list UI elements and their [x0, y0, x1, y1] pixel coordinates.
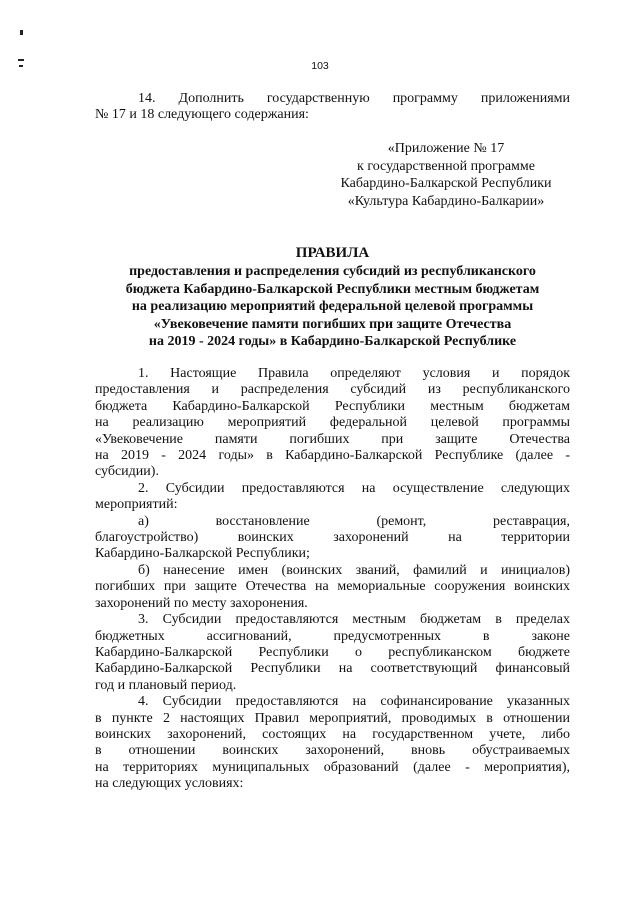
document-title — [95, 245, 570, 350]
text-line: бюджета Кабардино-Балкарской Республики местным бюджетам — [95, 398, 570, 414]
text-line: в отношении воинских захоронений, вновь обустраиваемых — [95, 743, 570, 759]
text-line: благоустройство) воинских захоронений на территории — [95, 530, 570, 546]
text-line: предоставления и распределения субсидий из республиканского — [95, 382, 570, 398]
text-line: а) восстановление (ремонт, реставрация, — [138, 513, 570, 529]
title-line: на 2019 - 2024 годы» в Кабардино-Балкарской Республике — [148, 334, 517, 350]
intro-line-1: 14. Дополнить государственную программу приложениями — [138, 91, 570, 106]
intro-line-2: № 17 и 18 следующего содержания: — [95, 107, 309, 123]
text-line: на следующих условиях: — [95, 776, 244, 792]
text-line: в пункте 2 настоящих Правил мероприятий, проводимых в отношении — [95, 710, 570, 726]
text-line: 2. Субсидии предоставляются на осуществление следующих — [138, 480, 570, 496]
title-line: на реализацию мероприятий федеральной целевой программы — [131, 299, 534, 315]
title-heading: ПРАВИЛА — [295, 245, 370, 261]
annex-reference — [330, 140, 562, 210]
text-line: воинских захоронений, состоящих на государственном учете, либо — [95, 726, 570, 742]
paragraph-3 — [95, 612, 570, 694]
text-line: погибших при защите Отечества на мемориальные сооружения воинских — [95, 579, 570, 595]
paragraph-1 — [95, 366, 570, 481]
text-line: бюджетных ассигнований, предусмотренных в законе — [95, 628, 570, 644]
annex-line: «Культура Кабардино-Балкарии» — [347, 193, 545, 209]
text-line: Кабардино-Балкарской Республики; — [95, 546, 310, 562]
title-line: «Увековечение памяти погибших при защите Отечества — [153, 316, 512, 332]
title-line: бюджета Кабардино-Балкарской Республики местным бюджетам — [125, 281, 540, 297]
text-line: б) нанесение имен (воинских званий, фамилий и инициалов) — [138, 562, 570, 578]
text-line: 1. Настоящие Правила определяют условия и порядок — [138, 366, 570, 381]
intro-paragraph — [95, 91, 570, 124]
text-line: на 2019 - 2024 годы» в Кабардино-Балкарской Республике (далее - — [95, 448, 570, 464]
annex-line: «Приложение № 17 — [387, 141, 505, 156]
annex-line: к государственной программе — [357, 158, 535, 174]
scan-mark-dot — [20, 30, 23, 35]
text-line: на территориях муниципальных образований (далее - мероприятия), — [95, 759, 570, 775]
body-text — [95, 366, 570, 793]
text-line: Кабардино-Балкарской Республики о республиканском бюджете — [95, 644, 570, 660]
paragraph-4 — [95, 694, 570, 792]
title-line: предоставления и распределения субсидий из республиканского — [129, 264, 536, 280]
paragraph-2b — [95, 563, 570, 612]
text-line: 4. Субсидии предоставляются на софинансирование указанных — [138, 694, 570, 710]
text-line: год и плановый период. — [95, 677, 237, 693]
text-line: мероприятий: — [95, 497, 178, 513]
page-number: 103 — [311, 60, 329, 72]
text-line: субсидии). — [95, 464, 159, 480]
text-line: «Увековечение памяти погибших при защите Отечества — [95, 431, 570, 447]
text-line: 3. Субсидии предоставляются местным бюджетам в пределах — [138, 612, 570, 628]
annex-line: Кабардино-Балкарской Республики — [340, 176, 552, 191]
text-line: захоронений по месту захоронения. — [95, 595, 308, 611]
text-line: на реализацию мероприятий федеральной целевой программы — [95, 415, 570, 431]
paragraph-2 — [95, 481, 570, 514]
text-line: Кабардино-Балкарской Республики на соответствующий финансовый — [95, 661, 570, 677]
paragraph-2a — [95, 514, 570, 563]
